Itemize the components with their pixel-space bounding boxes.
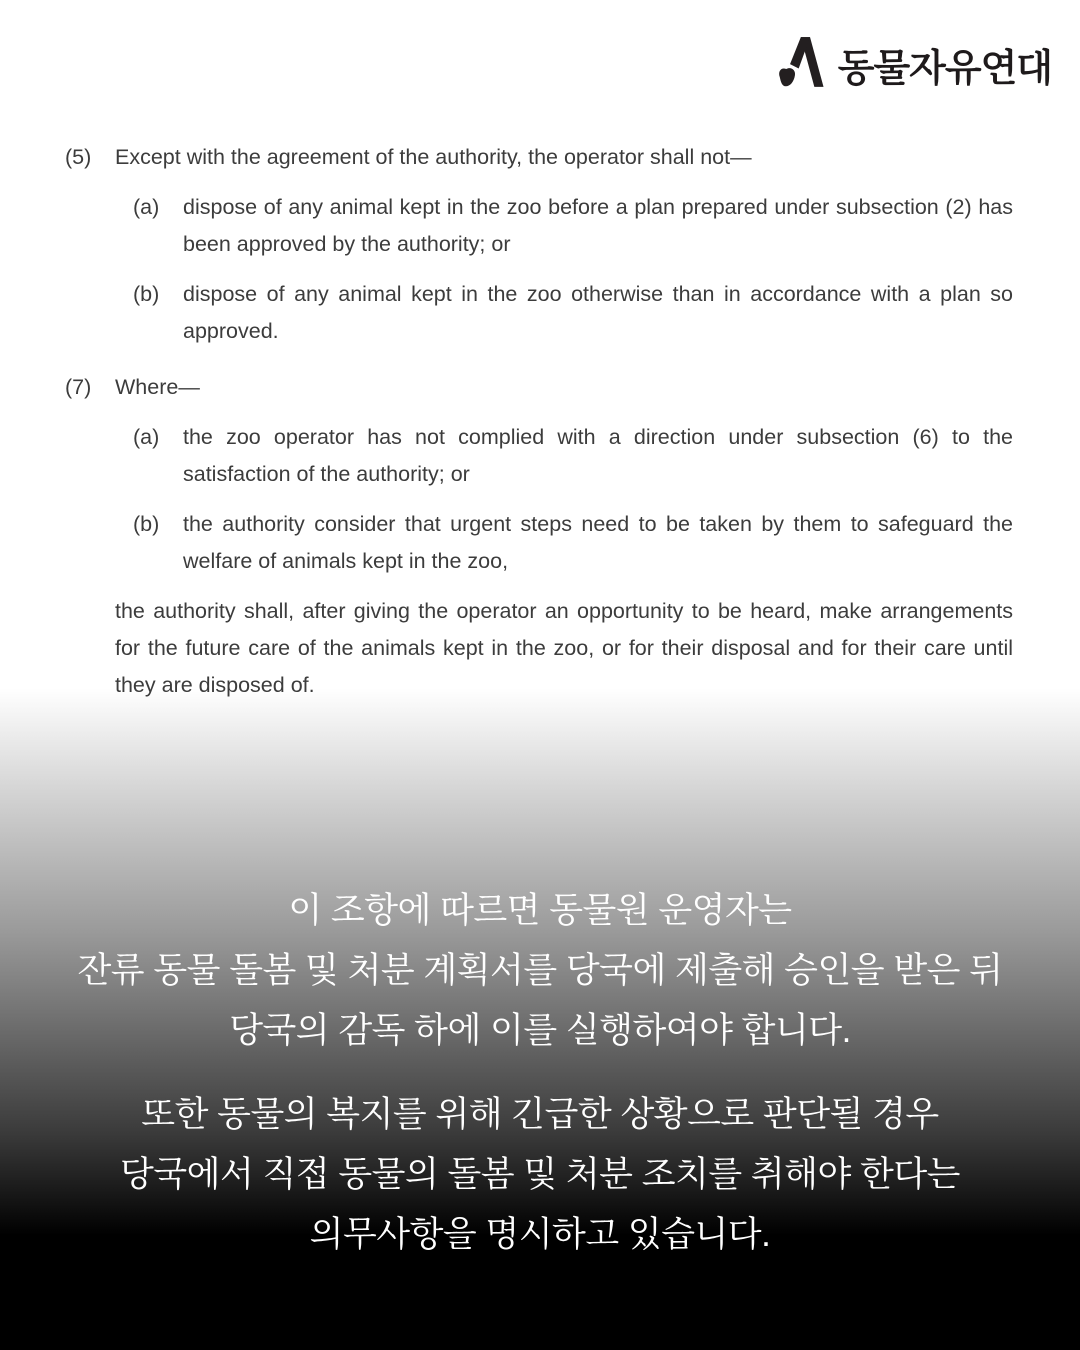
korean-summary-paragraph-1: [0, 881, 1080, 1061]
section-5-intro-row: [65, 139, 1013, 176]
section-7-item-a-label: (a): [133, 425, 160, 449]
section-5-item-b-row: [65, 276, 1013, 350]
section-7-item-a-text: the zoo operator has not complied with a direction under subsection (6) to the satisfaction of the authority; or: [183, 425, 1013, 486]
korean-summary-line: 이 조항에 따르면 동물원 운영자는: [288, 891, 792, 930]
section-7-number: (7): [65, 375, 92, 399]
korean-summary-line: 잔류 동물 돌봄 및 처분 계획서를 당국에 제출해 승인을 받은 뒤: [77, 951, 1003, 990]
korean-summary-line: 또한 동물의 복지를 위해 긴급한 상황으로 판단될 경우: [141, 1095, 939, 1134]
section-7-closing-row: [65, 593, 1013, 704]
section-7-item-a-row: [65, 419, 1013, 493]
section-7-closing-text: the authority shall, after giving the operator an opportunity to be heard, make arrangements for the future care of the animals kept in the zoo, or for their disposal and for their care until they are disposed of.: [115, 599, 1013, 697]
korean-summary: [0, 881, 1080, 1289]
section-7-intro: Where—: [115, 375, 200, 399]
section-5-intro: Except with the agreement of the authority, the operator shall not—: [115, 145, 752, 169]
korean-summary-paragraph-2: [0, 1085, 1080, 1265]
legal-text-block: [0, 139, 1080, 717]
animal-liberation-mark-icon: [776, 34, 830, 90]
header: [776, 34, 1052, 90]
section-7-item-b-label: (b): [133, 512, 160, 536]
section-5-item-a-label: (a): [133, 195, 160, 219]
brand-logo-text: 동물자유연대: [837, 48, 1052, 90]
section-7-intro-row: [65, 369, 1013, 406]
korean-summary-line: 당국에서 직접 동물의 돌봄 및 처분 조치를 취해야 한다는: [120, 1155, 960, 1194]
section-7-item-b-text: the authority consider that urgent steps need to be taken by them to safeguard the welfare of animals kept in the zoo,: [183, 512, 1013, 573]
korean-summary-line: 의무사항을 명시하고 있습니다.: [309, 1215, 771, 1254]
brand-logo: [776, 34, 1052, 90]
section-7-item-b-row: [65, 506, 1013, 580]
korean-summary-line: 당국의 감독 하에 이를 실행하여야 합니다.: [229, 1011, 851, 1050]
section-5-item-a-row: [65, 189, 1013, 263]
section-5-number: (5): [65, 145, 92, 169]
section-5-item-b-label: (b): [133, 282, 160, 306]
section-5-item-b-text: dispose of any animal kept in the zoo otherwise than in accordance with a plan so approved.: [183, 282, 1013, 343]
section-5-item-a-text: dispose of any animal kept in the zoo before a plan prepared under subsection (2) has been approved by the authority; or: [183, 195, 1013, 256]
